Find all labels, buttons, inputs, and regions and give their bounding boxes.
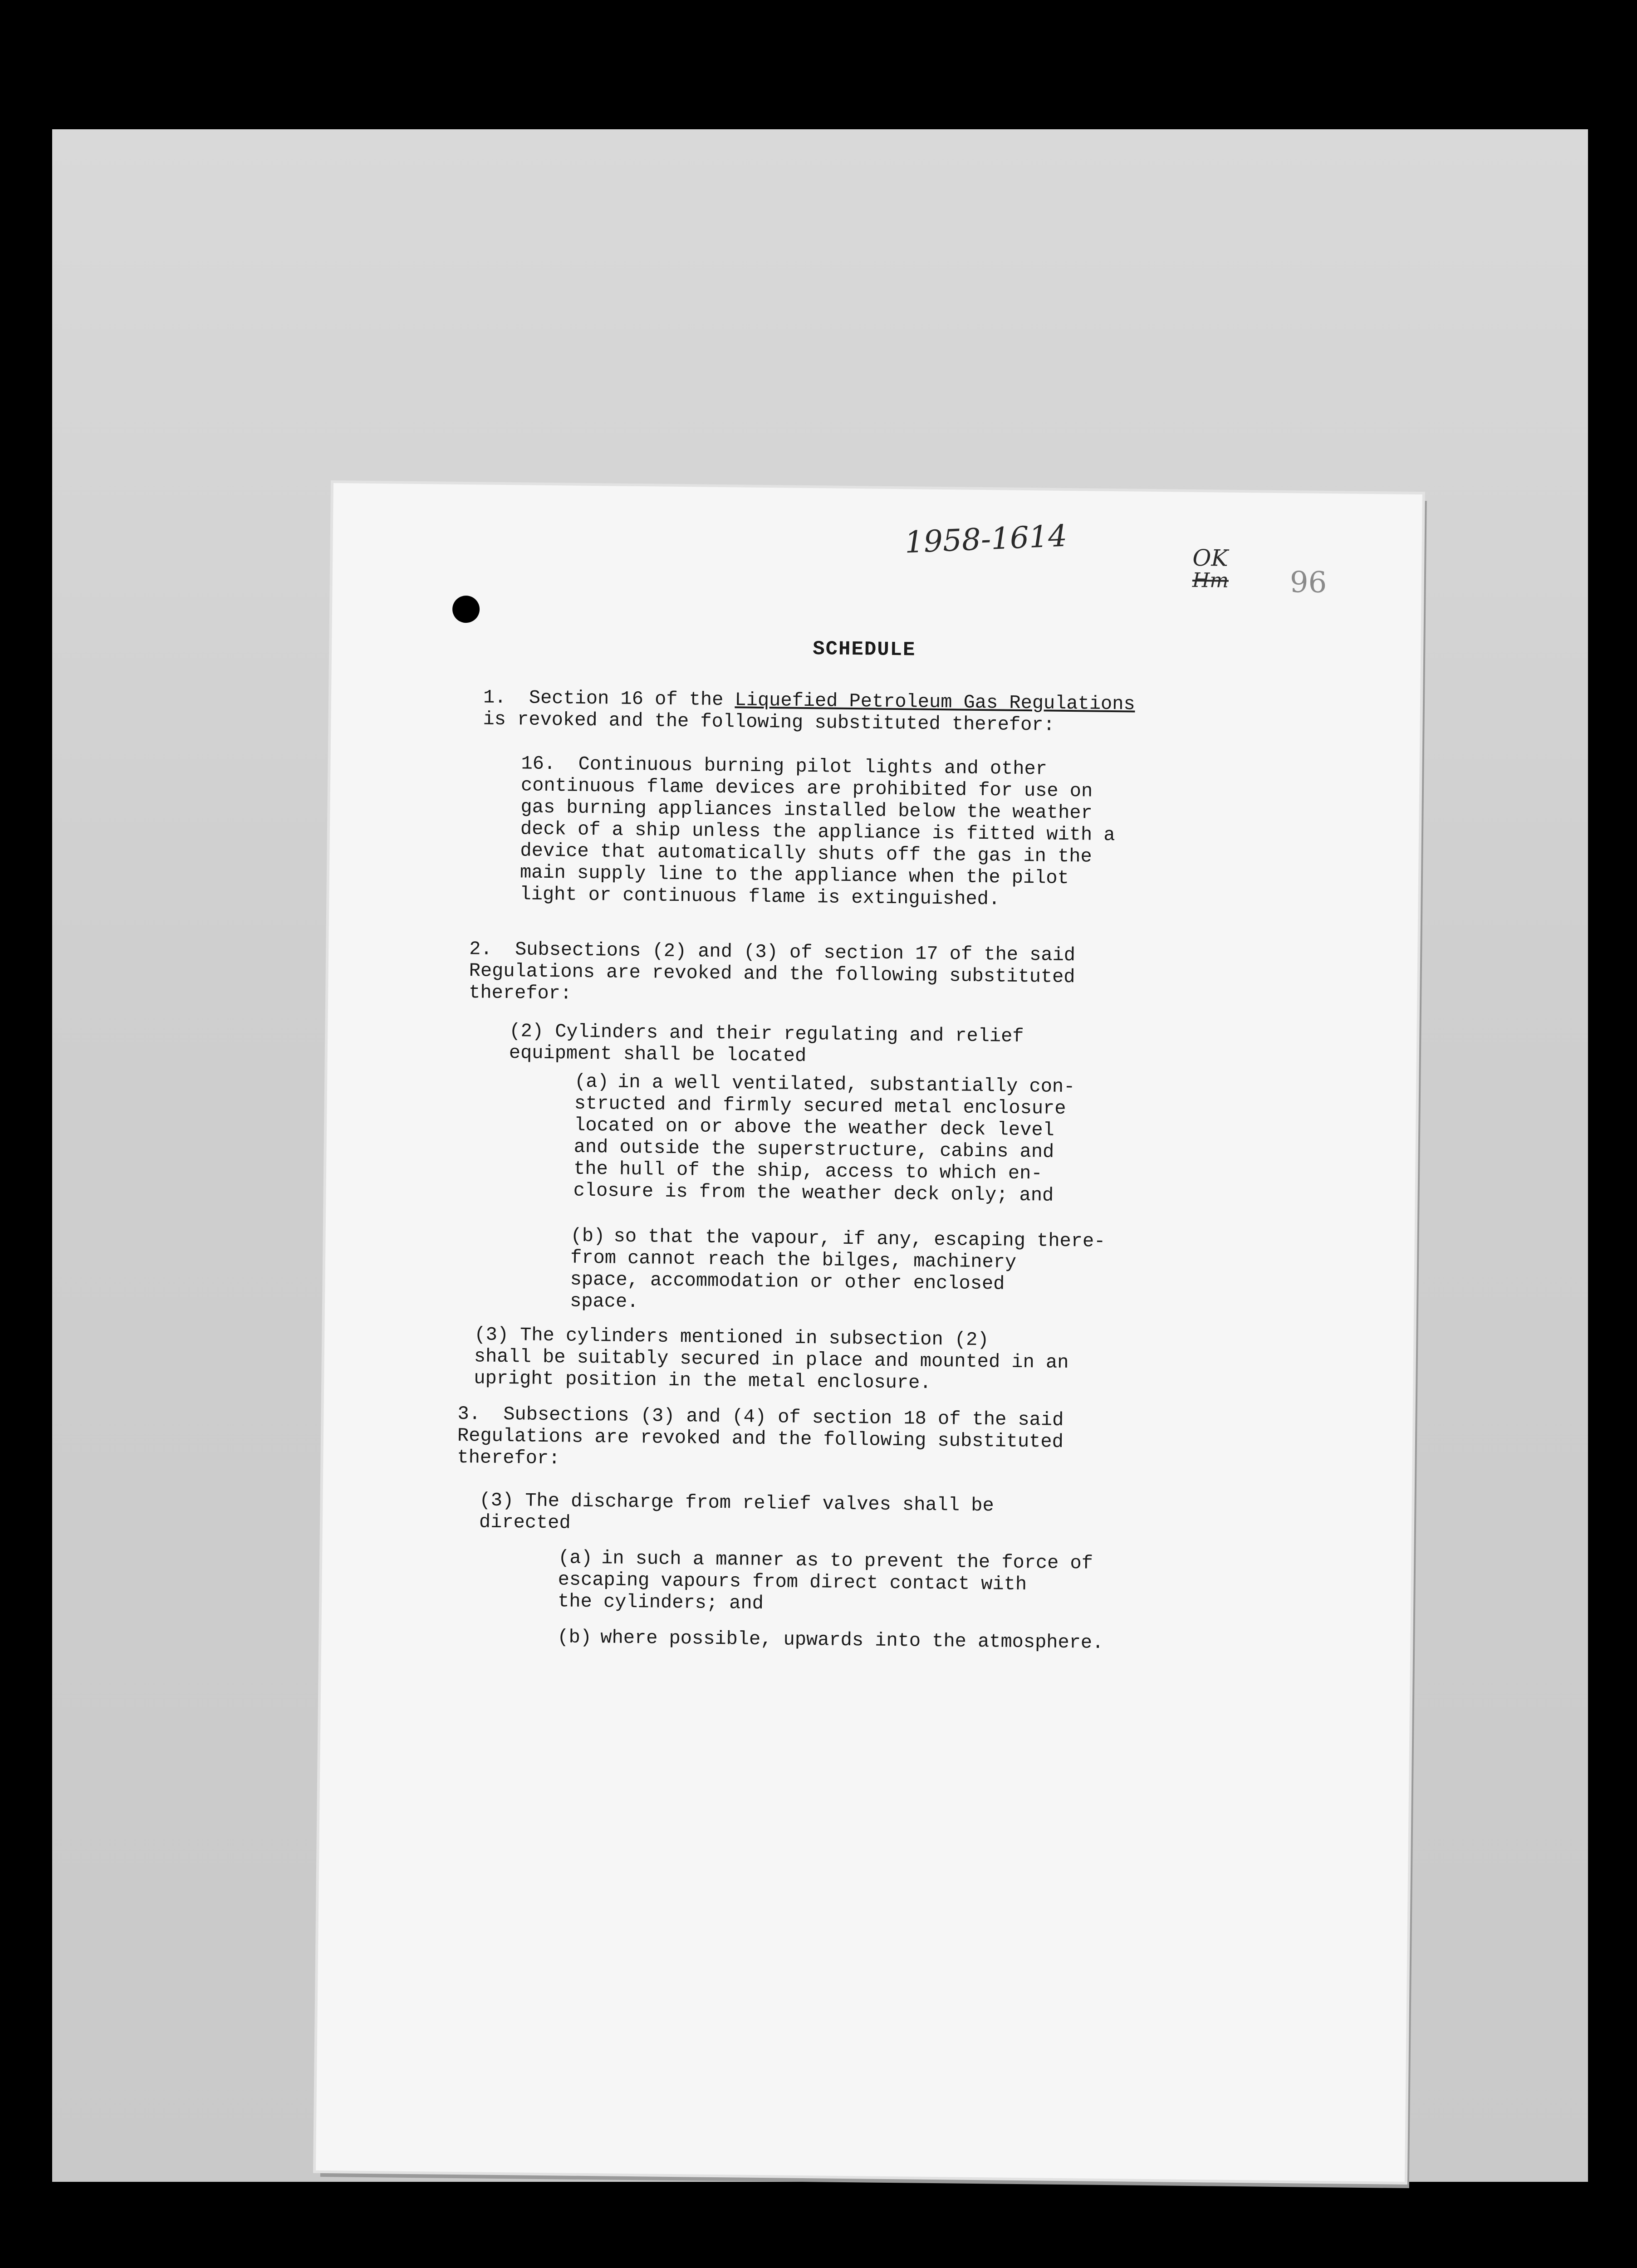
page-number: 96	[1289, 566, 1327, 600]
page-title: SCHEDULE	[812, 638, 916, 662]
handwritten-initials: Hm	[1192, 568, 1229, 592]
clause-marker: (b)	[570, 1225, 605, 1247]
clause-text: in such a manner as to prevent the force of escaping vapours from direct contact with the cylinders; and	[557, 1547, 1093, 1615]
clause-a	[573, 1071, 1075, 1207]
clause-b	[570, 1225, 1106, 1318]
clause-marker: (a)	[558, 1547, 593, 1569]
paragraph-3: 3. Subsections (3) and (4) of section 18 of the said Regulations are revoked and the following substituted therefor:	[457, 1403, 1064, 1470]
clause-text: so that the vapour, if any, escaping there- from cannot reach the bilges, machinery space, accommodation or other enclosed space.	[569, 1225, 1106, 1313]
subsection-3-text: (3) The cylinders mentioned in subsection (2) shall be suitably secured in place and mounted in an upright position in the metal enclosure.	[474, 1324, 1069, 1394]
punch-hole	[452, 596, 480, 623]
relief-clause-b	[557, 1626, 1103, 1654]
section-16-text: 16. Continuous burning pilot lights and other continuous flame devices are prohibited for use on gas burning appliances installed below the weather deck of a ship unless the appliance is fitted with a device that automatically shuts off the gas in the main supply line to the appliance when the pilot light or continuous flame is extinguished.	[520, 753, 1115, 910]
clause-text: in a well ventilated, substantially con- structed and firmly secured metal enclosure located on or above the weather deck level and outside the superstructure, cabins and the hull of the ship, access to which en- closure is from the weather deck only; and	[573, 1071, 1075, 1207]
relief-valves-text: (3) The discharge from relief valves shall be directed	[479, 1489, 994, 1534]
relief-clause-a	[558, 1547, 1093, 1618]
regulations-title: Liquefied Petroleum Gas Regulations	[735, 689, 1135, 715]
paragraph-2: 2. Subsections (2) and (3) of section 17 of the said Regulations are revoked and the following substituted therefor:	[469, 938, 1076, 1005]
handwritten-reference-number: 1958-1614	[904, 518, 1068, 560]
clause-marker: (a)	[574, 1070, 609, 1093]
handwritten-ok: OK	[1192, 544, 1229, 572]
microfilm-frame	[52, 129, 1588, 2182]
paragraph-1	[483, 686, 1135, 737]
clause-text: where possible, upwards into the atmosphere.	[600, 1627, 1104, 1654]
paragraph-1-line-2: is revoked and the following substituted therefor:	[483, 708, 1055, 736]
subsection-2-text: (2) Cylinders and their regulating and relief equipment shall be located	[509, 1020, 1024, 1067]
document-page	[316, 483, 1422, 2182]
clause-marker: (b)	[557, 1626, 592, 1649]
paragraph-1-lead: 1. Section 16 of the	[483, 686, 735, 711]
handwritten-approval	[1192, 544, 1229, 592]
